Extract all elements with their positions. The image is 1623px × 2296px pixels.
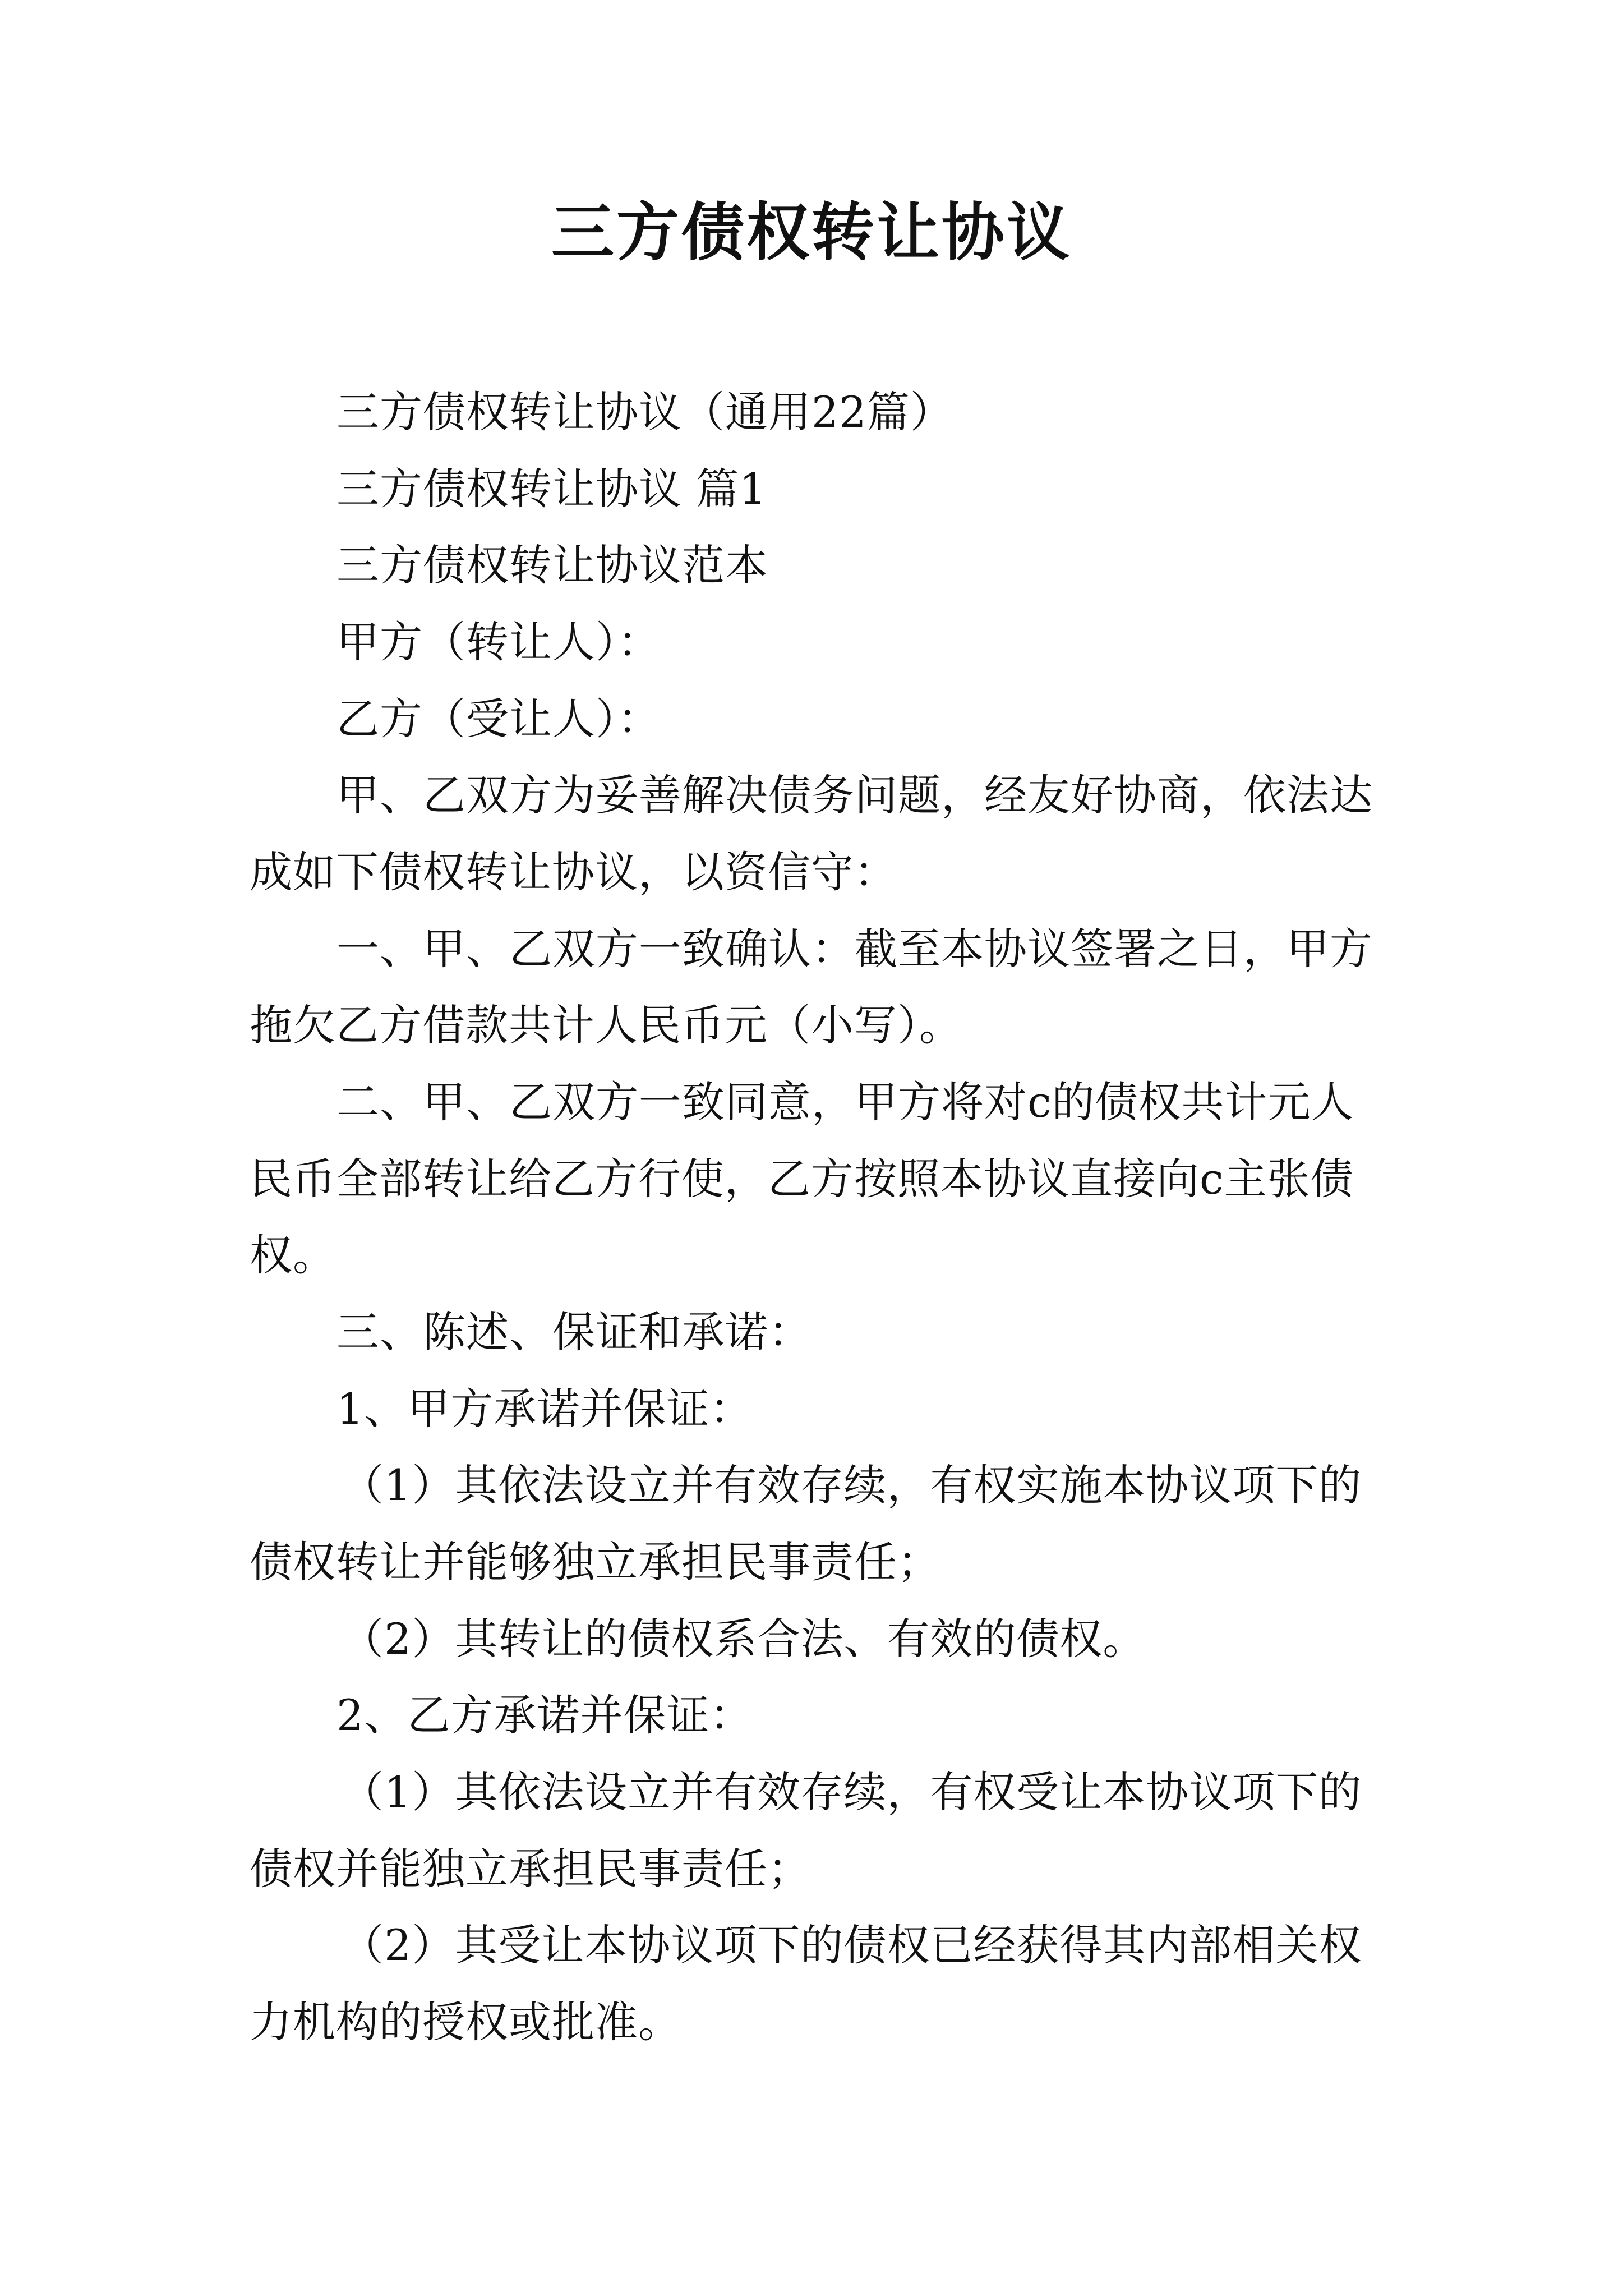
text-line: 成如下债权转让协议，以资信守： <box>250 847 897 897</box>
text-line: 二、甲、乙双方一致同意，甲方将对c的债权共计元人 <box>336 1077 1354 1127</box>
text-line: 三方债权转让协议（通用22篇） <box>336 387 953 437</box>
text-line: 甲方（转让人）： <box>336 617 661 667</box>
text-line: 乙方（受让人）： <box>336 694 661 744</box>
text-line: 三方债权转让协议范本 <box>336 540 768 590</box>
text-line: （1）其依法设立并有效存续，有权受让本协议项下的 <box>341 1767 1362 1817</box>
text-line: 民币全部转让给乙方行使，乙方按照本协议直接向c主张债 <box>250 1154 1354 1204</box>
document-title: 三方债权转让协议 <box>551 196 1072 269</box>
text-line: 债权并能独立承担民事责任； <box>250 1844 811 1894</box>
text-line: 甲、乙双方为妥善解决债务问题，经友好协商，依法达 <box>336 770 1373 820</box>
text-line: 权。 <box>250 1230 336 1280</box>
text-line: 三方债权转让协议 篇1 <box>336 464 767 514</box>
text-line: （1）其依法设立并有效存续，有权实施本协议项下的 <box>341 1460 1362 1510</box>
text-line: 三、陈述、保证和承诺： <box>336 1307 811 1357</box>
text-line: （2）其转让的债权系合法、有效的债权。 <box>341 1614 1146 1664</box>
text-line: 债权转让并能够独立承担民事责任； <box>250 1537 940 1587</box>
text-line: 一、甲、乙双方一致确认：截至本协议签署之日，甲方 <box>336 924 1373 974</box>
text-line: （2）其受让本协议项下的债权已经获得其内部相关权 <box>341 1920 1362 1970</box>
text-line: 2、乙方承诺并保证： <box>336 1690 753 1740</box>
text-line: 力机构的授权或批准。 <box>250 1997 681 2047</box>
text-line: 1、甲方承诺并保证： <box>336 1384 753 1434</box>
text-line: 拖欠乙方借款共计人民币元（小写）。 <box>250 1000 962 1050</box>
